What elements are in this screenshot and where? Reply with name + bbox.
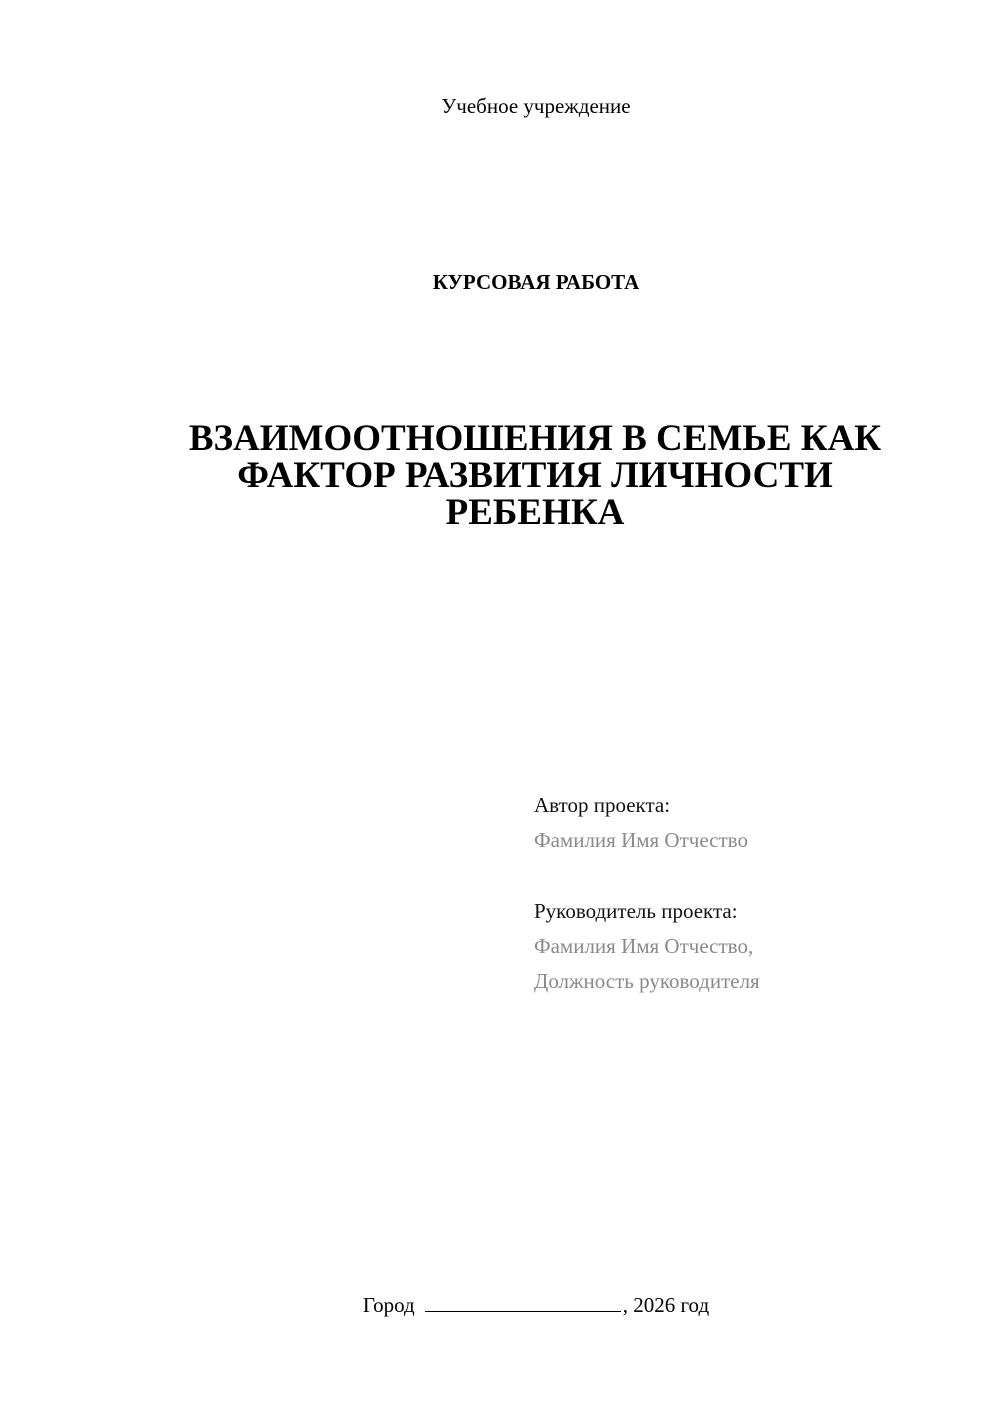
title-line-2: ФАКТОР РАЗВИТИЯ ЛИЧНОСТИ [237,455,833,496]
city-year-line [0,1290,1000,1320]
supervisor-label: Руководитель проекта: [534,899,738,923]
year-text: , 2026 год [622,1293,710,1317]
credits-block [534,788,954,999]
supervisor-block [534,894,954,999]
title-line-3: РЕБЕНКА [445,492,625,533]
supervisor-name: Фамилия Имя Отчество, [534,934,754,958]
author-block [534,788,954,858]
supervisor-position: Должность руководителя [534,969,760,993]
author-name: Фамилия Имя Отчество [534,828,748,852]
city-label: Город [362,1293,415,1317]
work-type-heading: КУРСОВАЯ РАБОТА [432,270,640,294]
document-title [150,420,920,531]
city-blank-line [425,1292,621,1312]
title-line-1: ВЗАИМООТНОШЕНИЯ В СЕМЬЕ КАК [188,418,882,459]
institution-name: Учебное учреждение [441,94,631,118]
author-label: Автор проекта: [534,793,671,817]
